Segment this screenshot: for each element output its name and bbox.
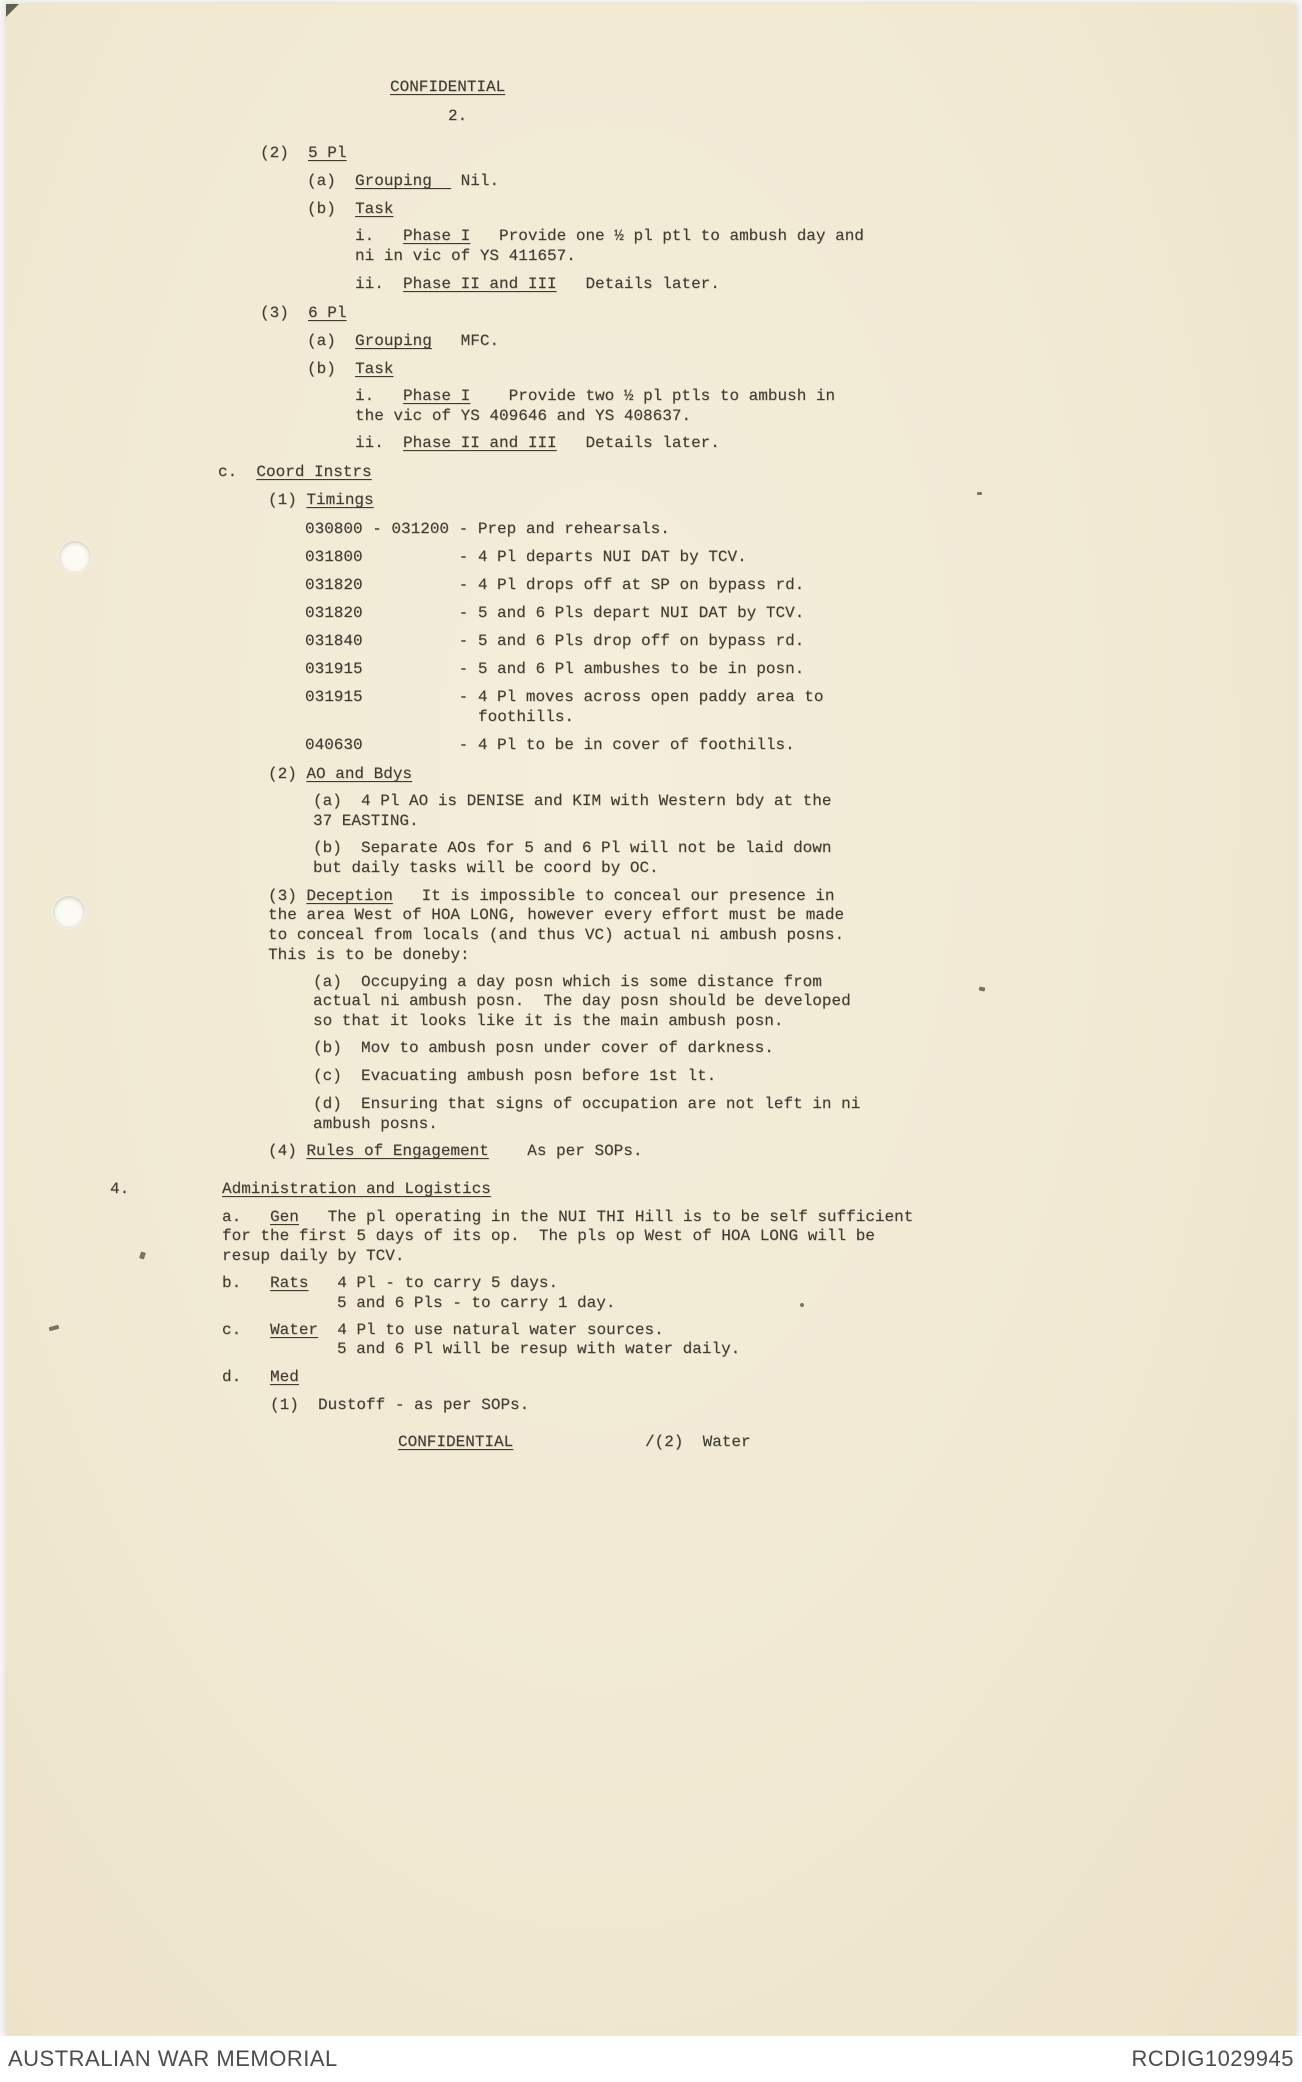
doc-line: (a) Grouping MFC. [307,332,500,350]
coord-instrs-heading: c. Coord Instrs [218,463,372,481]
timing-row: 040630 - 4 Pl to be in cover of foothills. [305,736,795,754]
doc-line: i. Phase I Provide two ½ pl ptls to ambush in [355,387,836,405]
timings-heading: (1) Timings [268,491,374,509]
doc-line: (d) Ensuring that signs of occupation are not left in ni [313,1095,861,1113]
doc-line: (b) Separate AOs for 5 and 6 Pl will not be laid down [313,839,832,857]
footer-reference-id: RCDIG1029945 [1131,2046,1294,2071]
roe-heading: (4) Rules of Engagement As per SOPs. [268,1142,643,1160]
doc-line: (b) Task [307,200,394,218]
para-3-6pl-heading: (3) 6 Pl [260,304,347,322]
doc-line: so that it looks like it is the main ambush posn. [313,1012,784,1030]
timing-row: 031820 - 4 Pl drops off at SP on bypass rd. [305,576,805,594]
doc-line: ii. Phase II and III Details later. [355,434,720,452]
doc-line: c. Water 4 Pl to use natural water sources. [222,1321,664,1339]
footer-bar [0,2036,1302,2082]
section-number: 4. [110,1180,130,1198]
classification-bottom: CONFIDENTIAL [398,1433,514,1451]
doc-line: actual ni ambush posn. The day posn should be developed [313,992,851,1010]
timing-row: foothills. [478,708,575,726]
timing-row: 031820 - 5 and 6 Pls depart NUI DAT by TCV. [305,604,805,622]
timing-row: 031800 - 4 Pl departs NUI DAT by TCV. [305,548,747,566]
doc-line: (a) Occupying a day posn which is some distance from [313,973,822,991]
paper-speck [800,1303,804,1307]
page-corner-mark [6,4,19,17]
doc-line: 37 EASTING. [313,812,419,830]
punch-hole-bottom [53,896,85,928]
doc-line: (c) Evacuating ambush posn before 1st lt. [313,1067,717,1085]
doc-line: (b) Task [307,360,394,378]
doc-line: the area West of HOA LONG, however every effort must be made [268,906,845,924]
doc-line: 5 and 6 Pls - to carry 1 day. [337,1294,616,1312]
punch-hole-top [59,541,91,573]
timing-row: 031840 - 5 and 6 Pls drop off on bypass rd. [305,632,805,650]
timing-row: 031915 - 5 and 6 Pl ambushes to be in posn. [305,660,805,678]
admin-logistics-heading: Administration and Logistics [222,1180,491,1198]
doc-line: ambush posns. [313,1115,438,1133]
doc-line: (a) 4 Pl AO is DENISE and KIM with Western bdy at the [313,792,832,810]
doc-line: for the first 5 days of its op. The pls op West of HOA LONG will be [222,1227,875,1245]
doc-line: b. Rats 4 Pl - to carry 5 days. [222,1274,559,1292]
doc-line: the vic of YS 409646 and YS 408637. [355,407,692,425]
doc-line: (b) Mov to ambush posn under cover of darkness. [313,1039,774,1057]
timing-row: 030800 - 031200 - Prep and rehearsals. [305,520,670,538]
doc-line: ii. Phase II and III Details later. [355,275,720,293]
doc-line: resup daily by TCV. [222,1247,405,1265]
classification-top: CONFIDENTIAL [390,78,506,96]
paper-speck [979,987,986,992]
deception-heading: (3) Deception It is impossible to conceal our presence in [268,887,835,905]
doc-line: to conceal from locals (and thus VC) actual ni ambush posns. [268,926,845,944]
continuation-note: /(2) Water [645,1433,751,1451]
doc-line: i. Phase I Provide one ½ pl ptl to ambush day and [355,227,864,245]
timing-row: 031915 - 4 Pl moves across open paddy area to [305,688,824,706]
para-2-5pl-heading: (2) 5 Pl [260,144,347,162]
doc-line: a. Gen The pl operating in the NUI THI Hill is to be self sufficient [222,1208,914,1226]
doc-line: ni in vic of YS 411657. [355,247,576,265]
doc-line: 5 and 6 Pl will be resup with water daily. [337,1340,741,1358]
doc-line: but daily tasks will be coord by OC. [313,859,659,877]
doc-line: d. Med [222,1368,299,1386]
page-number: 2. [448,107,468,125]
ao-bdys-heading: (2) AO and Bdys [268,765,413,783]
doc-line: This is to be doneby: [268,946,470,964]
paper-speck [977,492,982,495]
doc-line: (a) Grouping Nil. [307,172,500,190]
doc-line: (1) Dustoff - as per SOPs. [270,1396,530,1414]
footer-archive-name: AUSTRALIAN WAR MEMORIAL [8,2046,338,2071]
